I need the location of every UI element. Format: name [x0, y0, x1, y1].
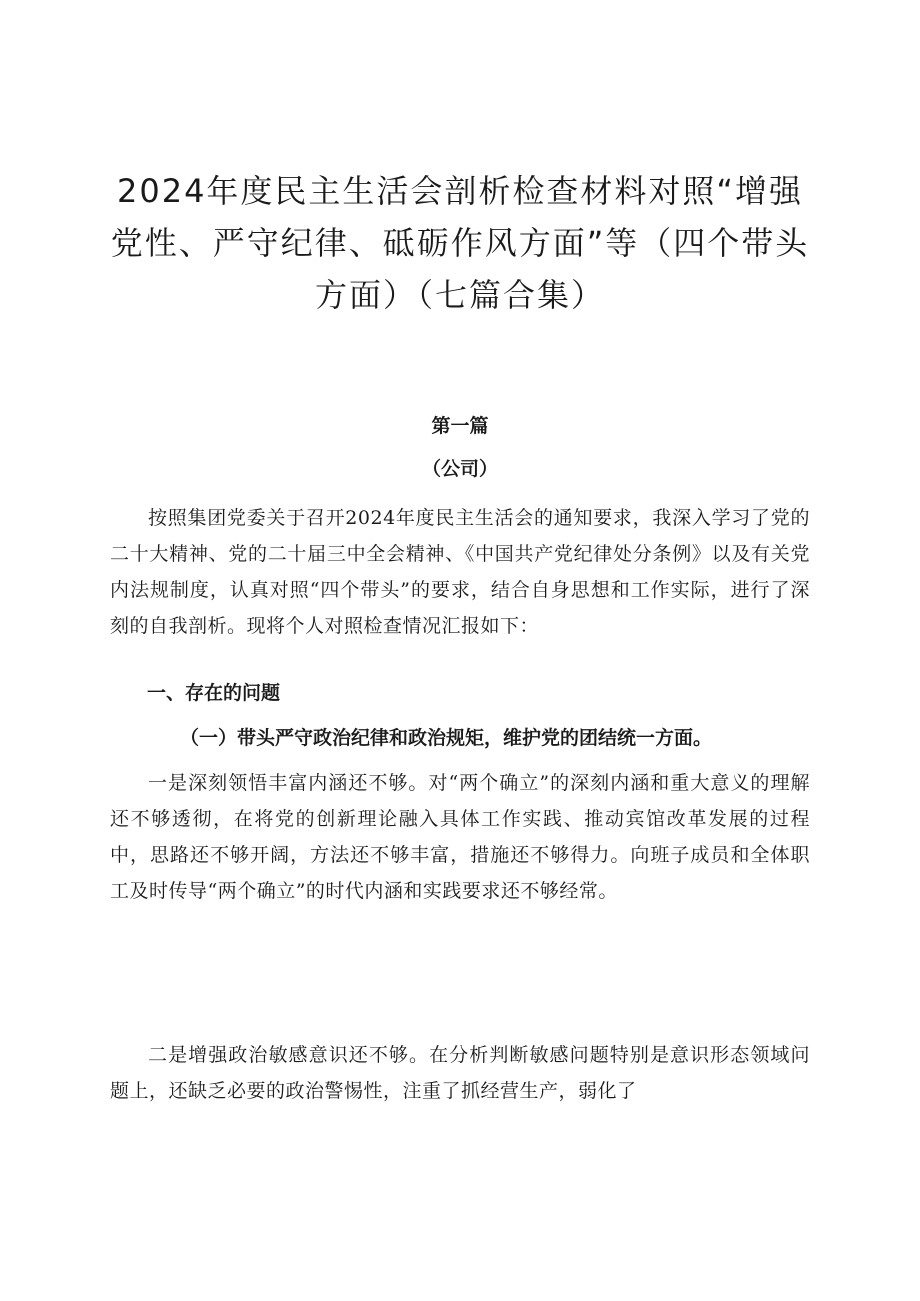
document-title: 2024年度民主生活会剖析检查材料对照“增强党性、严守纪律、砥砺作风方面”等（四个带头方面）（七篇合集）	[110, 172, 810, 314]
subheading-political-discipline: （一）带头严守政治纪律和政治规矩，维护党的团结统一方面。	[180, 727, 713, 749]
paragraph-second-point: 二是增强政治敏感意识还不够。在分析判断敏感问题特别是意识形态领域问题上，还缺乏必要的政治警惕性，注重了抓经营生产，弱化了	[110, 1044, 810, 1102]
section-title: 第一篇	[431, 415, 489, 437]
section-subtitle: （公司）	[421, 458, 498, 480]
intro-paragraph: 按照集团党委关于召开2024年度民主生活会的通知要求，我深入学习了党的二十大精神、党的二十届三中全会精神、《中国共产党纪律处分条例》以及有关党内法规制度，认真对照“四个带头”的要求，结合自身思想和工作实际，进行了深刻的自我剖析。现将个人对照检查情况汇报如下：	[110, 507, 810, 637]
paragraph-first-point: 一是深刻领悟丰富内涵还不够。对“两个确立”的深刻内涵和重大意义的理解还不够透彻，在将党的创新理论融入具体工作实践、推动宾馆改革发展的过程中，思路还不够开阔，方法还不够丰富，措施还不够得力。向班子成员和全体职工及时传导“两个确立”的时代内涵和实践要求还不够经常。	[110, 772, 810, 902]
heading-existing-problems: 一、存在的问题	[147, 682, 281, 704]
